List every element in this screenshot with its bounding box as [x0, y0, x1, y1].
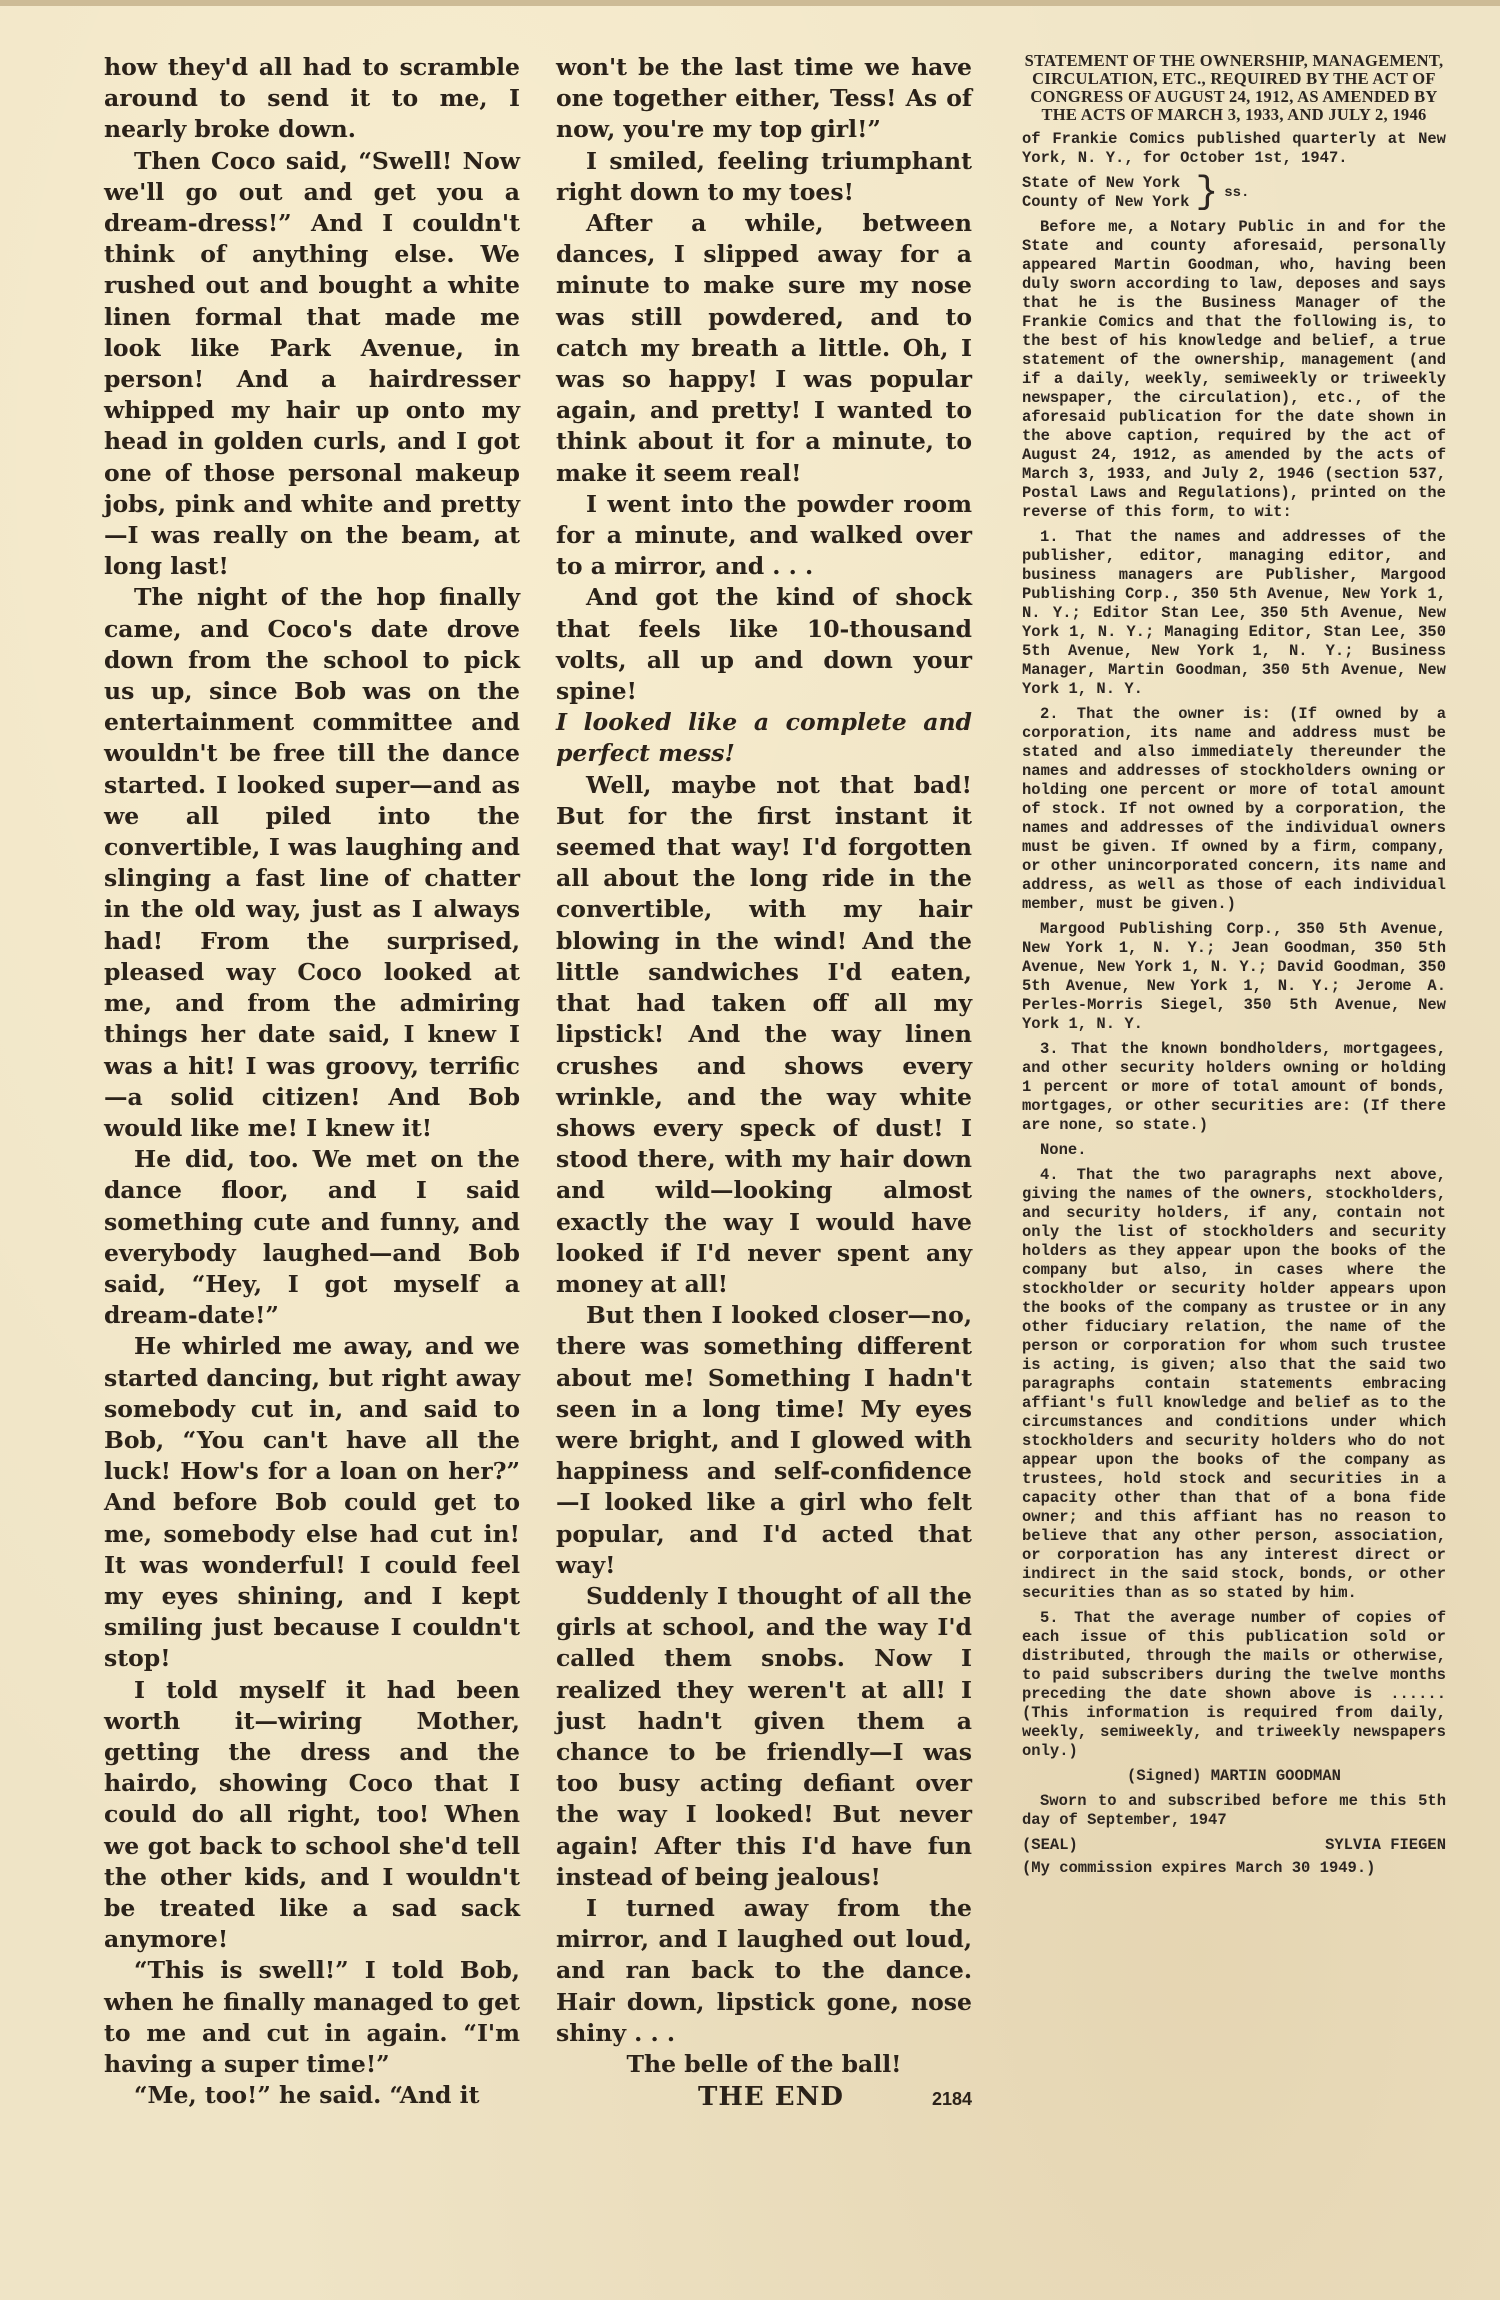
- statement-signature: (Signed) MARTIN GOODMAN: [1127, 1767, 1341, 1785]
- statement-paragraph: Before me, a Notary Public in and for the State and county aforesaid, personally appeared Martin Goodman, who, having been duly sworn according to law, deposes and says that he is the Business Manager of the Frankie Comics and that the following is, to the best of his knowledge and belief, a true statement of the ownership, management (and if a daily, weekly, semiweekly or triweekly newspaper, the circulation), etc., of the aforesaid publication for the date shown in the above caption, required by the act of August 24, 1912, as amended by the acts of March 3, 1933, and July 2, 1946 (section 537, Postal Laws and Regulations), printed on the reverse of this form, to wit:: [1022, 218, 1446, 521]
- story-paragraph: how they'd all had to scramble around to send it to me, I nearly broke down.: [104, 53, 520, 144]
- story-paragraph: “Me, too!” he said. “And it: [134, 2081, 480, 2110]
- story-paragraph: I smiled, feeling triumphant right down to my toes!: [556, 146, 972, 206]
- story-paragraph: He did, too. We met on the dance floor, and I said something cute and funny, and everybody laughed—and Bob said, “Hey, I got myself a dream-date!”: [104, 1145, 520, 1330]
- ownership-statement: [1022, 52, 1446, 1884]
- story-paragraph: After a while, between dances, I slipped away for a minute to make sure my nose was still powdered, and to catch my breath a little. Oh, I was so happy! I was popular again, and pretty! I wanted to think about it for a minute, to make it seem real!: [556, 209, 972, 487]
- page-code: 2184: [931, 2089, 972, 2110]
- story-paragraph: And got the kind of shock that feels like 10-thousand volts, all up and down your spine!: [556, 583, 972, 706]
- story-paragraph: He whirled me away, and we started dancing, but right away somebody cut in, and said to Bob, “You can't have all the luck! How's for a loan on her?” And before Bob could get to me, somebody else had cut in! It was wonderful! I could feel my eyes shining, and I kept smiling just because I couldn't stop!: [104, 1332, 520, 1673]
- story-paragraph: I went into the powder room for a minute, and walked over to a mirror, and . . .: [556, 489, 972, 581]
- story-column-1: [104, 52, 520, 2111]
- story-paragraph: Then Coco said, “Swell! Now we'll go out and get you a dream-dress!” And I couldn't think of anything else. We rushed out and bought a white linen formal that made me look like Park Avenue, in person! And a hairdresser whipped my hair up onto my head in golden curls, and I got one of those personal makeup jobs, pink and white and pretty—I was really on the beam, at long last!: [104, 146, 520, 581]
- statement-paragraph: 3. That the known bondholders, mortgagees, and other security holders owning or holding 1 percent or more of total amount of bonds, mortgages, or other securities are: (If there are none, so state.): [1022, 1040, 1446, 1134]
- statement-paragraph: 4. That the two paragraphs next above, giving the names of the owners, stockholders, and security holders, if any, contain not only the list of stockholders and security holders as they appear upon the books of the company but also, in cases where the stockholder or security holder appears upon the books of the company as trustee or in any other fiduciary relation, the name of the person or corporation for whom such trustee is acting, is given; also that the said two paragraphs contain statements embracing affiant's full knowledge and belief as to the circumstances and conditions under which stockholders and security holders who do not appear upon the books of the company as trustees, hold stock and securities in a capacity other than that of a bona fide owner; and this affiant has no reason to believe that any other person, association, or corporation has any interest direct or indirect in the said stock, bonds, or other securities than as so stated by him.: [1022, 1166, 1446, 1602]
- story-paragraph: I looked like a complete and perfect mess!: [556, 708, 972, 768]
- venue-ss: ss.: [1224, 185, 1250, 201]
- venue-county: County of New York: [1022, 193, 1190, 211]
- story-paragraph: I turned away from the mirror, and I laughed out loud, and ran back to the dance. Hair down, lipstick gone, nose shiny . . .: [556, 1893, 972, 2047]
- seal-label: (SEAL): [1022, 1836, 1078, 1854]
- story-closing-line: The belle of the ball!: [626, 2050, 902, 2078]
- statement-paragraph: 1. That the names and addresses of the publisher, editor, managing editor, and business managers are Publisher, Margood Publishing Corp., 350 5th Avenue, New York 1, N. Y.; Editor Stan Lee, 350 5th Avenue, New York 1, N. Y.; Managing Editor, Stan Lee, 350 5th Avenue, New York 1, N. Y.; Business Manager, Martin Goodman, 350 5th Avenue, New York 1, N. Y.: [1022, 528, 1446, 698]
- story-paragraph: “This is swell!” I told Bob, when he finally managed to get to me and cut in again. “I'm having a super time!”: [104, 1956, 520, 2078]
- story-paragraph: Suddenly I thought of all the girls at school, and the way I'd called them snobs. Now I realized they weren't at all! I just hadn't given them a chance to be friendly—I was too busy acting defiant over the way I looked! But never again! After this I'd have fun instead of being jealous!: [556, 1581, 972, 1891]
- story-end-line: [556, 2082, 972, 2112]
- statement-paragraph: 5. That the average number of copies of each issue of this publication sold or distributed, through the mails or otherwise, to paid subscribers during the twelve months preceding the date shown above is ...... (This information is required from daily, weekly, semiweekly, and triweekly newspapers only.): [1022, 1609, 1446, 1760]
- page-top-edge: [0, 0, 1500, 6]
- the-end-label: THE END: [698, 2082, 844, 2113]
- statement-paragraph: 2. That the owner is: (If owned by a corporation, its name and address must be stated and also immediately thereunder the names and addresses of stockholders owning or holding one percent or more of total amount of stock. If not owned by a corporation, the names and addresses of the individual owners must be given. If owned by a firm, company, or other unincorporated concern, its name and address, as well as those of each individual member, must be given.): [1022, 705, 1446, 913]
- statement-paragraph: Margood Publishing Corp., 350 5th Avenue, New York 1, N. Y.; Jean Goodman, 350 5th Avenue, New York 1, N. Y.; David Goodman, 350 5th Avenue, New York 1, N. Y.; Jerome A. Perles-Morris Siegel, 350 5th Avenue, New York 1, N. Y.: [1022, 920, 1446, 1033]
- seal-row: [1022, 1836, 1446, 1855]
- story-paragraph: But then I looked closer—no, there was something different about me! Something I hadn't seen in a long time! My eyes were bright, and I glowed with happiness and self-confidence—I looked like a girl who felt popular, and I'd acted that way!: [556, 1301, 972, 1579]
- venue-brace: }: [1195, 171, 1219, 214]
- story-paragraph: won't be the last time we have one together either, Tess! As of now, you're my top girl!”: [556, 53, 972, 144]
- statement-intro: of Frankie Comics published quarterly at New York, N. Y., for October 1st, 1947.: [1022, 130, 1446, 167]
- statement-sworn: Sworn to and subscribed before me this 5th day of September, 1947: [1022, 1792, 1446, 1829]
- statement-paragraph: None.: [1040, 1141, 1087, 1159]
- story-paragraph: I told myself it had been worth it—wiring Mother, getting the dress and the hairdo, showing Coco that I could do all right, too! When we got back to school she'd tell the other kids, and I wouldn't be treated like a sad sack anymore!: [104, 1675, 520, 1954]
- venue-state: State of New York: [1022, 174, 1181, 192]
- statement-venue: [1022, 171, 1446, 214]
- story-column-2: [556, 52, 972, 2112]
- commission-expiry: (My commission expires March 30 1949.): [1022, 1859, 1376, 1877]
- story-paragraph: Well, maybe not that bad! But for the first instant it seemed that way! I'd forgotten all about the long ride in the convertible, with my hair blowing in the wind! And the little sandwiches I'd eaten, that had taken off all my lipstick! And the way linen crushes and shows every wrinkle, and the way white shows every speck of dust! I stood there, with my hair down and wild—looking almost exactly the way I would have looked if I'd never spent any money at all!: [556, 770, 972, 1298]
- story-paragraph: The night of the hop finally came, and Coco's date drove down from the school to pick us up, since Bob was on the entertainment committee and wouldn't be free till the dance started. I looked super—and as we all piled into the convertible, I was laughing and slinging a fast line of chatter in the old way, just as I always had! From the surprised, pleased way Coco looked at me, and from the admiring things her date said, I knew I was a hit! I was groovy, terrific—a solid citizen! And Bob would like me! I knew it!: [104, 583, 520, 1142]
- notary-name: SYLVIA FIEGEN: [1325, 1836, 1446, 1854]
- statement-title: STATEMENT OF THE OWNERSHIP, MANAGEMENT, CIRCULATION, ETC., REQUIRED BY THE ACT OF CONGRESS OF AUGUST 24, 1912, AS AMENDED BY THE ACTS OF MARCH 3, 1933, AND JULY 2, 1946: [1024, 51, 1444, 124]
